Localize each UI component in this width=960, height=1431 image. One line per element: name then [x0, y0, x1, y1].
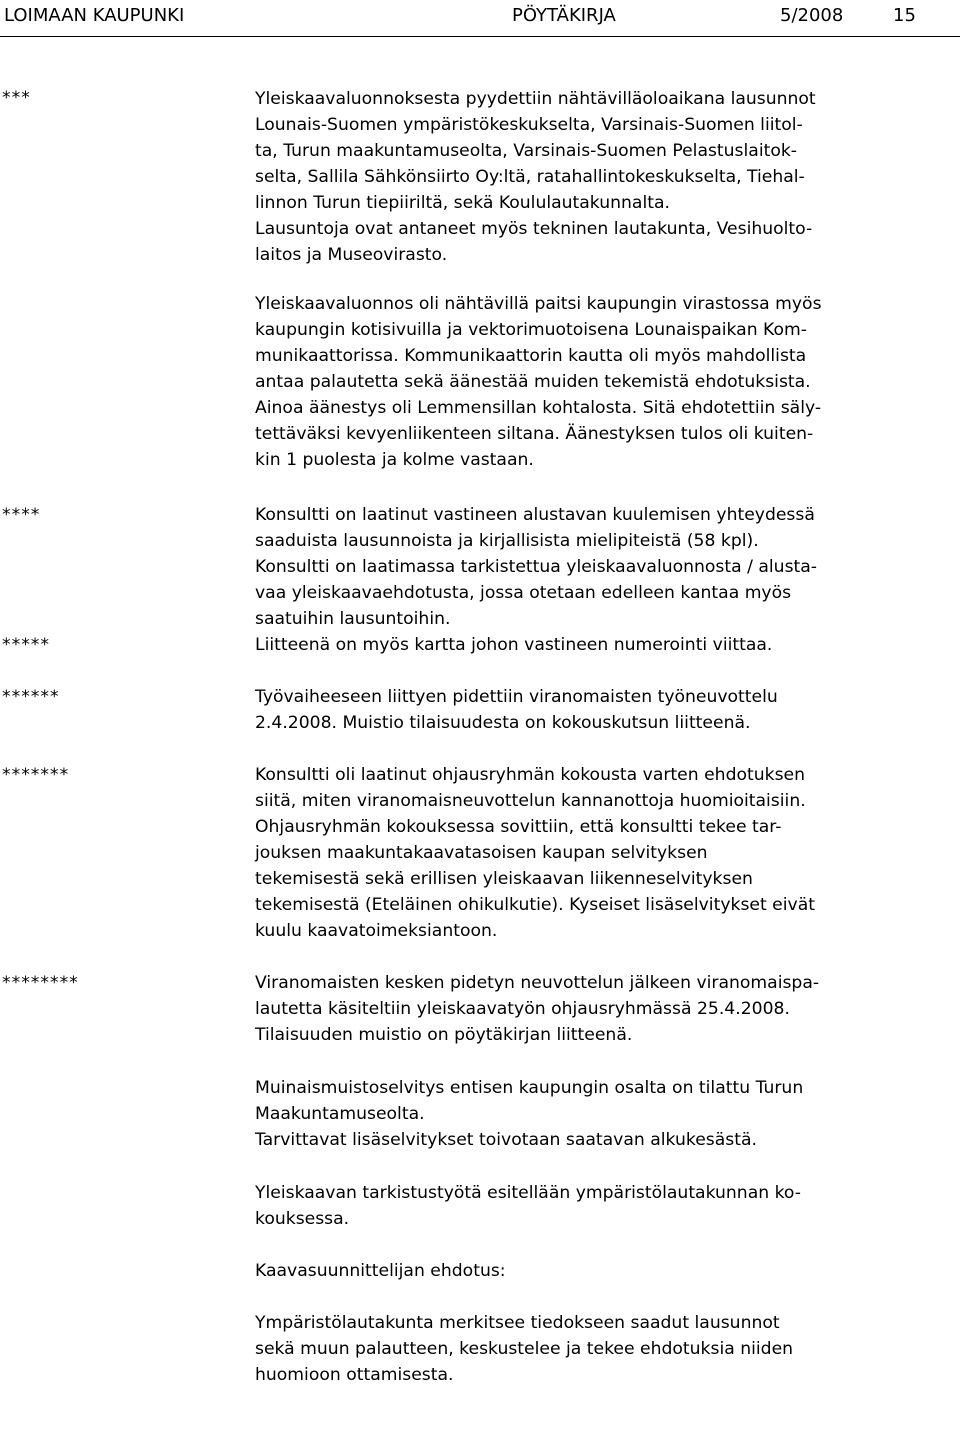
header-divider [0, 36, 960, 37]
text-line: tekemisestä (Eteläinen ohikulkutie). Kyseiset lisäselvitykset eivät [255, 895, 815, 915]
text-line: munikaattorissa. Kommunikaattorin kautta oli myös mahdollista [255, 346, 807, 366]
section-marker-4: **** [2, 505, 41, 525]
text-line: kin 1 puolesta ja kolme vastaan. [255, 450, 534, 470]
text-line: lautetta käsiteltiin yleiskaavatyön ohjausryhmässä 25.4.2008. [255, 999, 790, 1019]
text-line: Yleiskaavaluonnoksesta pyydettiin nähtävilläoloaikana lausunnot [255, 89, 816, 109]
paragraph-plan-review [255, 1180, 955, 1232]
text-line: Viranomaisten kesken pidetyn neuvottelun jälkeen viranomaispa- [255, 973, 820, 993]
text-line: Konsultti on laatinut vastineen alustavan kuulemisen yhteydessä [255, 505, 815, 525]
text-line: kaupungin kotisivuilla ja vektorimuotoisena Lounaispaikan Kom- [255, 320, 807, 340]
text-line: vaa yleiskaavaehdotusta, jossa otetaan edelleen kantaa myös [255, 583, 792, 603]
text-line: Yleiskaavan tarkistustyötä esitellään ympäristölautakunnan ko- [255, 1183, 801, 1203]
section-marker-5: ***** [2, 635, 50, 655]
text-line: Konsultti on laatimassa tarkistettua yleiskaavaluonnosta / alusta- [255, 557, 818, 577]
text-line: saaduista lausunnoista ja kirjallisista mielipiteistä (58 kpl). [255, 531, 759, 551]
text-line: huomioon ottamisesta. [255, 1365, 454, 1385]
text-line: Tilaisuuden muistio on pöytäkirjan liitteenä. [255, 1025, 633, 1045]
text-line: tettäväksi kevyenliikenteen siltana. Äänestyksen tulos oli kuiten- [255, 424, 814, 444]
text-line: sekä muun palautteen, keskustelee ja tekee ehdotuksia niiden [255, 1339, 794, 1359]
text-line: Liitteenä on myös kartta johon vastineen numerointi viittaa. [255, 635, 773, 655]
text-line: Tarvittavat lisäselvitykset toivotaan saatavan alkukesästä. [255, 1130, 757, 1150]
paragraph-proposal [255, 1310, 955, 1388]
paragraph-authority-meeting [255, 684, 955, 736]
text-line: Ohjausryhmän kokouksessa sovittiin, että konsultti tekee tar- [255, 817, 782, 837]
text-line: Kaavasuunnittelijan ehdotus: [255, 1261, 506, 1281]
text-line: Konsultti oli laatinut ohjausryhmän kokousta varten ehdotuksen [255, 765, 805, 785]
section-marker-8: ******** [2, 973, 79, 993]
header-city: LOIMAAN KAUPUNKI [4, 5, 185, 26]
text-line: saatuihin lausuntoihin. [255, 609, 451, 629]
text-line: Ainoa äänestys oli Lemmensillan kohtalosta. Sitä ehdotettiin säly- [255, 398, 822, 418]
text-line: antaa palautetta sekä äänestää muiden tekemistä ehdotuksista. [255, 372, 811, 392]
text-line: Yleiskaavaluonnos oli nähtävillä paitsi kaupungin virastossa myös [255, 294, 822, 314]
text-line: selta, Sallila Sähkönsiirto Oy:ltä, ratahallintokeskukselta, Tiehal- [255, 167, 805, 187]
text-line: Lausuntoja ovat antaneet myös tekninen lautakunta, Vesihuolto- [255, 219, 813, 239]
text-line: Työvaiheeseen liittyen pidettiin viranomaisten työneuvottelu [255, 687, 778, 707]
section-marker-7: ******* [2, 765, 70, 785]
text-line: Ympäristölautakunta merkitsee tiedokseen saadut lausunnot [255, 1313, 780, 1333]
header-page-number: 15 [893, 5, 916, 26]
page-header [4, 4, 944, 28]
paragraph-consultant-response [255, 502, 955, 632]
text-line: laitos ja Museovirasto. [255, 245, 448, 265]
section-marker-6: ****** [2, 687, 60, 707]
text-line: ta, Turun maakuntamuseolta, Varsinais-Suomen Pelastuslaitok- [255, 141, 798, 161]
text-line: 2.4.2008. Muistio tilaisuudesta on kokouskutsun liitteenä. [255, 713, 751, 733]
section-marker-3: *** [2, 88, 31, 108]
paragraph-steering-group [255, 762, 955, 944]
text-line: kouksessa. [255, 1209, 350, 1229]
text-line: linnon Turun tiepiiriltä, sekä Koululautakunnalta. [255, 193, 670, 213]
text-line: jouksen maakuntakaavatasoisen kaupan selvityksen [255, 843, 708, 863]
header-issue-number: 5/2008 [780, 5, 844, 26]
text-line: Maakuntamuseolta. [255, 1104, 425, 1124]
text-line: Lounais-Suomen ympäristökeskukselta, Varsinais-Suomen liitol- [255, 115, 803, 135]
proposal-heading [255, 1258, 955, 1284]
text-line: tekemisestä sekä erillisen yleiskaavan liikenneselvityksen [255, 869, 753, 889]
text-line: Muinaismuistoselvitys entisen kaupungin osalta on tilattu Turun [255, 1078, 804, 1098]
text-line: kuulu kaavatoimeksiantoon. [255, 921, 498, 941]
header-document-type: PÖYTÄKIRJA [512, 5, 616, 26]
paragraph-statements-requested [255, 86, 955, 268]
paragraph-authority-feedback [255, 970, 955, 1048]
paragraph-public-display [255, 291, 955, 473]
text-line: siitä, miten viranomaisneuvottelun kannanottoja huomioitaisiin. [255, 791, 806, 811]
paragraph-archaeology-survey [255, 1075, 955, 1153]
paragraph-map-attachment [255, 632, 955, 658]
